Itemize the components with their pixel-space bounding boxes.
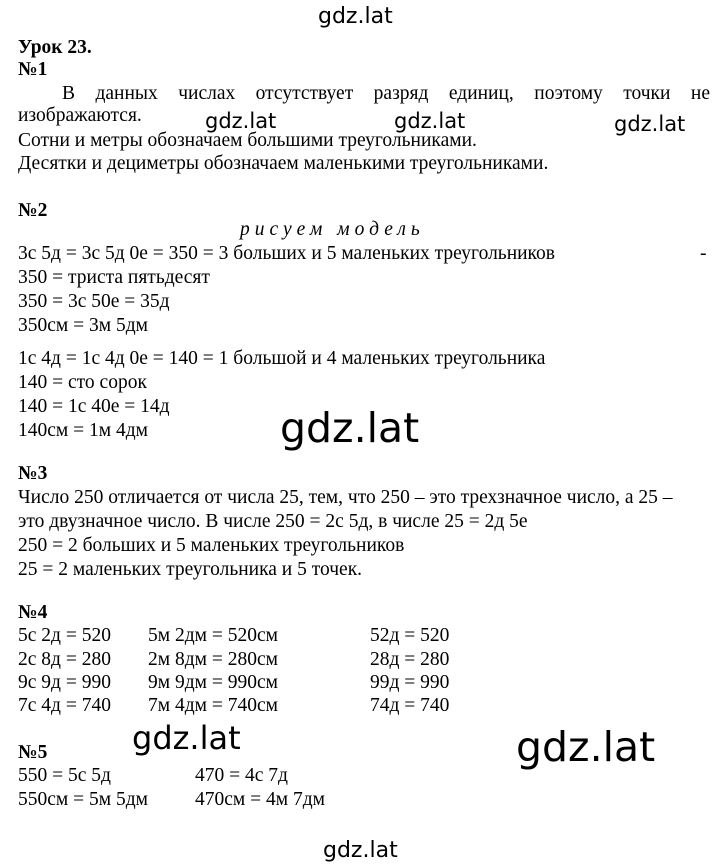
task5-r1-c2: 470 = 4с 7д — [195, 765, 288, 786]
task5-r2-c1: 550см = 5м 5дм — [18, 789, 148, 810]
watermark-1: gdz.lat — [205, 109, 277, 133]
watermark-large-2: gdz.lat — [516, 723, 656, 771]
task4-r3-c1: 9с 9д = 990 — [18, 672, 111, 693]
task1-line1: В данных числах отсутствует разряд единиц, поэтому точки не — [62, 83, 710, 104]
task3-number: №3 — [18, 463, 48, 484]
task2-b2-line2: 140 = сто сорок — [18, 372, 147, 393]
task2-dash: - — [700, 243, 707, 264]
task4-r2-c2: 2м 8дм = 280см — [148, 649, 278, 670]
task3-line3: 250 = 2 больших и 5 маленьких треугольников — [18, 535, 405, 556]
task4-r3-c2: 9м 9дм = 990см — [148, 672, 278, 693]
task4-r1-c3: 52д = 520 — [370, 625, 450, 646]
task4-r2-c1: 2с 8д = 280 — [18, 649, 111, 670]
task1-line4: Десятки и дециметры обозначаем маленькими треугольниками. — [18, 153, 549, 174]
task4-r3-c3: 99д = 990 — [370, 672, 450, 693]
task4-number: №4 — [18, 602, 48, 623]
watermark-bottom: gdz.lat — [323, 838, 398, 863]
task2-b2-line4: 140см = 1м 4дм — [18, 420, 148, 441]
task1-line2: изображаются. — [18, 105, 142, 126]
watermark-4: gdz.lat — [132, 719, 241, 757]
task4-r4-c3: 74д = 740 — [370, 695, 450, 716]
task2-b2-line3: 140 = 1с 40е = 14д — [18, 396, 170, 417]
task3-line1: Число 250 отличается от числа 25, тем, что 250 – это трехзначное число, а 25 – — [18, 487, 673, 508]
task1-number: №1 — [18, 59, 48, 80]
task3-line2: это двузначное число. В числе 250 = 2с 5д, в числе 25 = 2д 5е — [18, 511, 528, 532]
task5-r2-c2: 470см = 4м 7дм — [195, 789, 325, 810]
task5-r1-c1: 550 = 5с 5д — [18, 765, 111, 786]
watermark-large-1: gdz.lat — [280, 404, 420, 452]
task2-number: №2 — [18, 200, 48, 221]
task2-b2-line1: 1с 4д = 1с 4д 0е = 140 = 1 большой и 4 маленьких треугольника — [18, 348, 546, 369]
task4-r4-c2: 7м 4дм = 740см — [148, 695, 278, 716]
task2-subtitle: рисуем модель — [240, 219, 425, 240]
task1-line3: Сотни и метры обозначаем большими треугольниками. — [18, 130, 477, 151]
task4-r1-c1: 5с 2д = 520 — [18, 625, 111, 646]
task2-b1-line4: 350см = 3м 5дм — [18, 315, 148, 336]
watermark-top: gdz.lat — [318, 4, 393, 29]
lesson-title: Урок 23. — [18, 37, 92, 58]
task2-b1-line2: 350 = триста пятьдесят — [18, 267, 210, 288]
watermark-3: gdz.lat — [614, 112, 686, 136]
task3-line4: 25 = 2 маленьких треугольника и 5 точек. — [18, 559, 363, 580]
task4-r4-c1: 7с 4д = 740 — [18, 695, 111, 716]
task4-r1-c2: 5м 2дм = 520см — [148, 625, 278, 646]
task5-number: №5 — [18, 742, 48, 763]
task4-r2-c3: 28д = 280 — [370, 649, 450, 670]
watermark-2: gdz.lat — [394, 109, 466, 133]
task2-b1-line3: 350 = 3с 50е = 35д — [18, 291, 170, 312]
task2-b1-line1: 3с 5д = 3с 5д 0е = 350 = 3 больших и 5 маленьких треугольников — [18, 243, 556, 264]
